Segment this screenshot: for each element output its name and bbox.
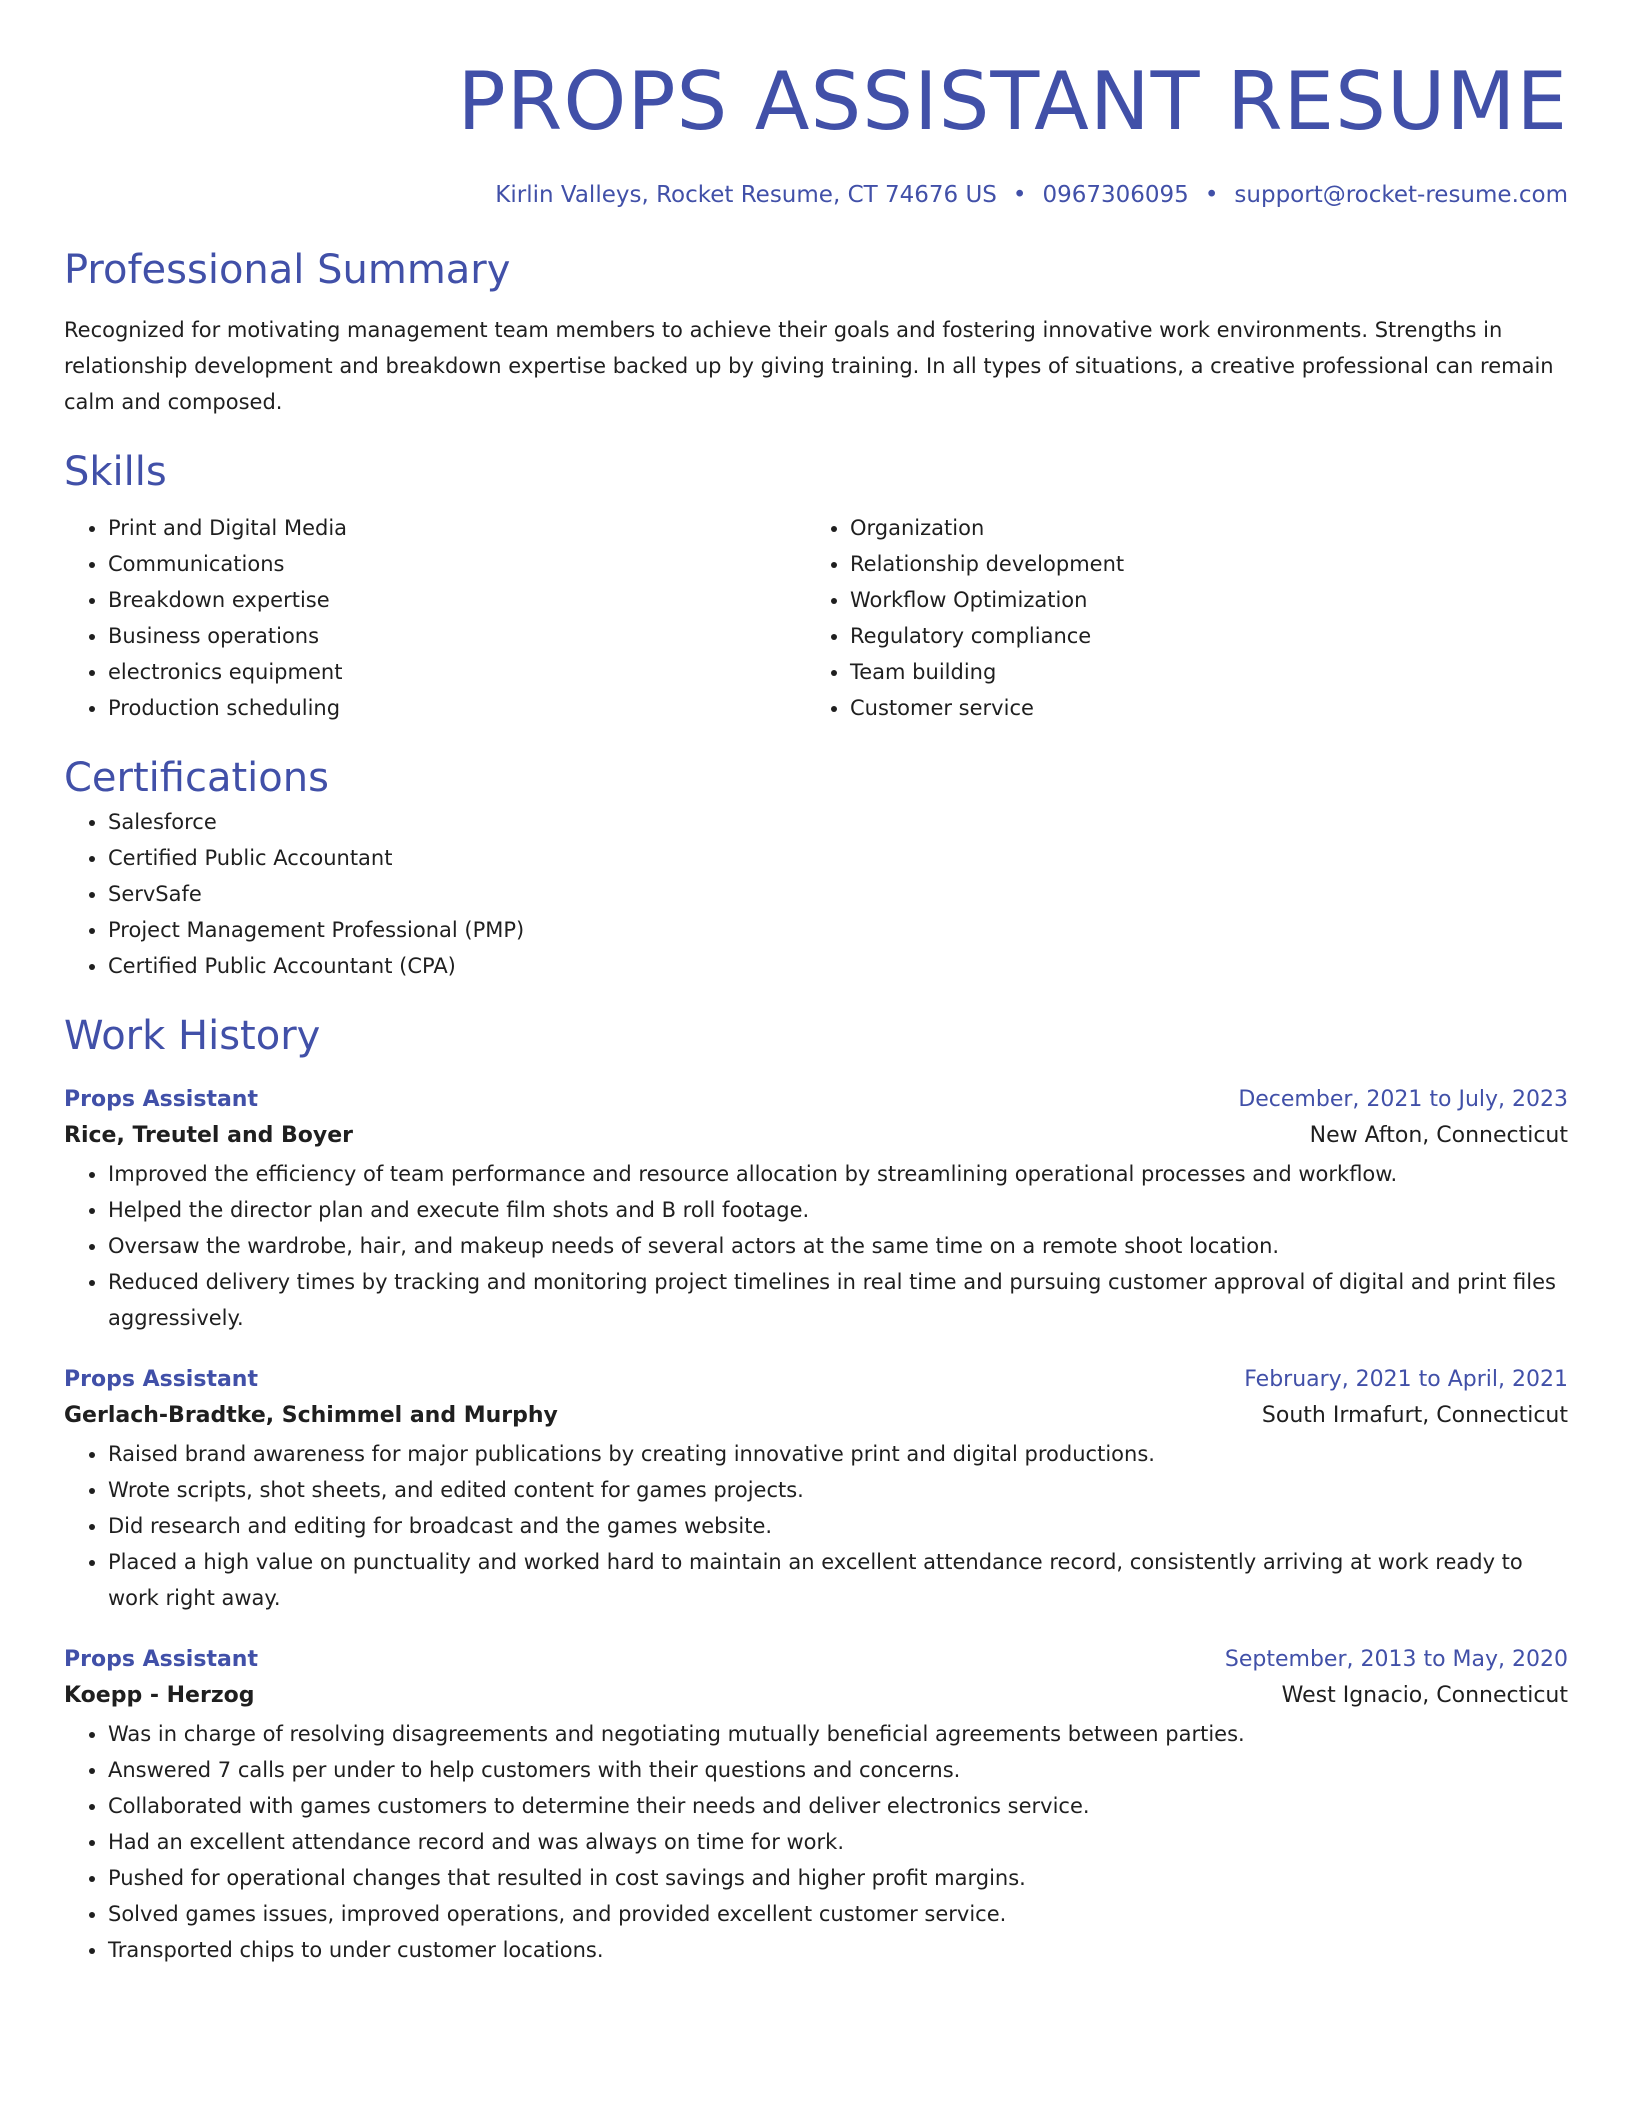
job-role: Props Assistant — [64, 1647, 258, 1672]
skills-heading: Skills — [64, 449, 167, 495]
contact-email[interactable]: support@rocket-resume.com — [1234, 182, 1568, 208]
skill-item: • electronics equipment — [108, 654, 806, 690]
skill-item: • Breakdown expertise — [108, 582, 806, 618]
job-duty: • Solved games issues, improved operations, and provided excellent customer service. — [108, 1896, 1568, 1932]
contact-separator: • — [1012, 182, 1027, 208]
certifications-list — [64, 804, 1568, 984]
certification-item: • Certified Public Accountant (CPA) — [108, 948, 1568, 984]
job-location: West Ignacio, Connecticut — [1281, 1683, 1568, 1708]
job-dates: December, 2021 to July, 2023 — [1238, 1087, 1568, 1112]
job-duty: • Was in charge of resolving disagreements and negotiating mutually beneficial agreements between parties. — [108, 1716, 1568, 1752]
job-role: Props Assistant — [64, 1367, 258, 1392]
job-duty: • Transported chips to under customer locations. — [108, 1932, 1568, 1968]
job-duty: • Collaborated with games customers to determine their needs and deliver electronics service. — [108, 1788, 1568, 1824]
certification-item: • Project Management Professional (PMP) — [108, 912, 1568, 948]
job-header — [64, 1644, 1568, 1676]
job-duty: • Placed a high value on punctuality and worked hard to maintain an excellent attendance record, consistently arriving at work ready to work right away. — [108, 1544, 1568, 1616]
skill-item: • Production scheduling — [108, 690, 806, 726]
skill-item: • Regulatory compliance — [850, 618, 1548, 654]
summary-heading: Professional Summary — [64, 247, 511, 293]
job-duties — [64, 1436, 1568, 1616]
certification-item: • Salesforce — [108, 804, 1568, 840]
job-duty: • Pushed for operational changes that resulted in cost savings and higher profit margins. — [108, 1860, 1568, 1896]
job-duty: • Wrote scripts, shot sheets, and edited content for games projects. — [108, 1472, 1568, 1508]
job-duties — [64, 1156, 1568, 1336]
job-duty: • Answered 7 calls per under to help customers with their questions and concerns. — [108, 1752, 1568, 1788]
skill-item: • Print and Digital Media — [108, 510, 806, 546]
skills-column-right — [806, 510, 1548, 726]
certification-item: • ServSafe — [108, 876, 1568, 912]
job-company: Koepp - Herzog — [64, 1683, 255, 1708]
job-entry — [64, 1644, 1568, 1968]
job-header — [64, 1084, 1568, 1116]
job-subheader — [64, 1116, 1568, 1156]
certifications-heading: Certifications — [64, 755, 329, 801]
job-duty: • Did research and editing for broadcast and the games website. — [108, 1508, 1568, 1544]
job-duties — [64, 1716, 1568, 1968]
skills-list — [64, 510, 1568, 726]
contact-phone: 0967306095 — [1042, 182, 1189, 208]
contact-line — [64, 180, 1568, 210]
job-role: Props Assistant — [64, 1087, 258, 1112]
job-duty: • Improved the efficiency of team performance and resource allocation by streamlining operational processes and workflow. — [108, 1156, 1568, 1192]
certification-item: • Certified Public Accountant — [108, 840, 1568, 876]
job-subheader — [64, 1676, 1568, 1716]
contact-address: Kirlin Valleys, Rocket Resume, CT 74676 US — [495, 182, 997, 208]
job-duty: • Helped the director plan and execute film shots and B roll footage. — [108, 1192, 1568, 1228]
job-subheader — [64, 1396, 1568, 1436]
skill-item: • Relationship development — [850, 546, 1548, 582]
summary-text: Recognized for motivating management team members to achieve their goals and fostering innovative work environments. Strengths in relationship development and breakdown expertise backed up by giving training. In all types of situations, a creative professional can remain calm and composed. — [64, 318, 1554, 414]
skill-item: • Communications — [108, 546, 806, 582]
job-dates: September, 2013 to May, 2020 — [1224, 1647, 1568, 1672]
skill-item: • Business operations — [108, 618, 806, 654]
job-duty: • Reduced delivery times by tracking and monitoring project timelines in real time and pursuing customer approval of digital and print files aggressively. — [108, 1264, 1568, 1336]
resume-page — [64, 0, 1568, 1968]
work-history-heading: Work History — [64, 1013, 321, 1059]
skill-item: • Customer service — [850, 690, 1548, 726]
job-entry — [64, 1084, 1568, 1336]
skill-item: • Workflow Optimization — [850, 582, 1548, 618]
job-location: New Afton, Connecticut — [1309, 1123, 1568, 1148]
job-dates: February, 2021 to April, 2021 — [1244, 1367, 1568, 1392]
skills-column-left — [64, 510, 806, 726]
resume-title: PROPS ASSISTANT RESUME — [457, 55, 1568, 148]
job-duty: • Had an excellent attendance record and was always on time for work. — [108, 1824, 1568, 1860]
job-duty: • Oversaw the wardrobe, hair, and makeup needs of several actors at the same time on a remote shoot location. — [108, 1228, 1568, 1264]
job-duty: • Raised brand awareness for major publications by creating innovative print and digital productions. — [108, 1436, 1568, 1472]
skill-item: • Team building — [850, 654, 1548, 690]
job-location: South Irmafurt, Connecticut — [1261, 1403, 1568, 1428]
contact-separator: • — [1204, 182, 1219, 208]
job-header — [64, 1364, 1568, 1396]
skill-item: • Organization — [850, 510, 1548, 546]
job-entry — [64, 1364, 1568, 1616]
job-company: Gerlach-Bradtke, Schimmel and Murphy — [64, 1403, 558, 1428]
job-company: Rice, Treutel and Boyer — [64, 1123, 354, 1148]
